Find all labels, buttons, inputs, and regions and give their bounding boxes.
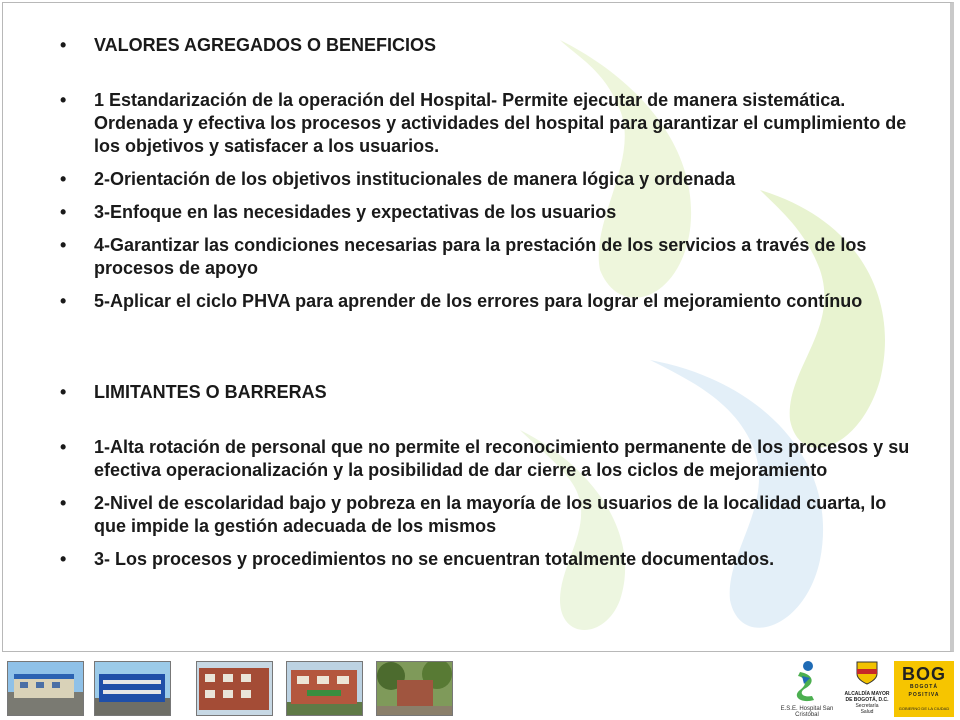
hospital-photo-1 bbox=[7, 661, 84, 716]
bullet-benefit-1 bbox=[60, 89, 920, 158]
barrier-2-text: 2-Nivel de escolaridad bajo y pobreza en la mayoría de los usuarios de la localidad cuarta, lo que impide la gestión adecuada de los mismos bbox=[94, 493, 887, 536]
bullet-benefit-3 bbox=[60, 201, 920, 224]
alcaldia-line1: ALCALDÍA MAYOR bbox=[844, 691, 890, 697]
bullet-barrier-1 bbox=[60, 436, 920, 482]
bogota-positiva-logo bbox=[894, 661, 954, 717]
barriers-heading: LIMITANTES O BARRERAS bbox=[94, 382, 327, 402]
bullet-dot: • bbox=[60, 202, 67, 222]
benefits-heading: VALORES AGREGADOS O BENEFICIOS bbox=[94, 35, 437, 55]
alcaldia-logo-text bbox=[842, 691, 892, 715]
bog-logo-tagline: GOBIERNO DE LA CIUDAD bbox=[898, 706, 950, 711]
hospital-logo-caption bbox=[774, 706, 840, 718]
bullet-barrier-2 bbox=[60, 492, 920, 538]
benefit-4-text: 4-Garantizar las condiciones necesarias para la prestación de los servicios a través de los procesos de apoyo bbox=[94, 235, 867, 278]
bullet-benefits-heading bbox=[60, 34, 920, 57]
bullet-barrier-3 bbox=[60, 548, 920, 571]
hospital-photo-2 bbox=[94, 661, 171, 716]
hospital-photo-4 bbox=[286, 661, 363, 716]
bullet-dot: • bbox=[60, 549, 67, 569]
benefit-2-text: 2-Orientación de los objetivos institucionales de manera lógica y ordenada bbox=[94, 169, 736, 189]
alcaldia-line3: Secretaría bbox=[855, 703, 879, 709]
benefit-1-text: 1 Estandarización de la operación del Hospital- Permite ejecutar de manera sistemática. Ordenada y efectiva los procesos y actividades del hospital para garantizar el cumplimiento de los objetivos y satisfacer a los usuarios. bbox=[94, 90, 907, 156]
bullet-dot: • bbox=[60, 382, 67, 402]
bullet-benefit-4 bbox=[60, 234, 920, 280]
slide-content bbox=[60, 34, 920, 571]
benefit-5-text: 5-Aplicar el ciclo PHVA para aprender de los errores para lograr el mejoramiento contínuo bbox=[94, 291, 863, 311]
alcaldia-bogota-logo bbox=[842, 660, 892, 718]
barriers-list bbox=[60, 381, 920, 571]
alcaldia-line4: Salud bbox=[860, 709, 874, 715]
bullet-benefit-2 bbox=[60, 168, 920, 191]
alcaldia-line2: DE BOGOTÁ, D.C. bbox=[845, 697, 889, 703]
hospital-logo-line2: Hospital bbox=[799, 706, 821, 712]
barrier-3-text: 3- Los procesos y procedimientos no se encuentran totalmente documentados. bbox=[94, 549, 775, 569]
barrier-1-text: 1-Alta rotación de personal que no permite el reconocimiento permanente de los procesos y su efectiva operacionalización y la posibilidad de dar cierre a los ciclos de mejoramiento bbox=[94, 437, 910, 480]
bullet-dot: • bbox=[60, 437, 67, 457]
bog-logo-subtitle: BOGOTÁ POSITIVA bbox=[908, 684, 940, 698]
hospital-photo-3 bbox=[196, 661, 273, 716]
bullet-benefit-5 bbox=[60, 290, 920, 313]
bullet-barriers-heading bbox=[60, 381, 920, 404]
benefits-list bbox=[60, 34, 920, 313]
hospital-photo-5 bbox=[376, 661, 453, 716]
bullet-dot: • bbox=[60, 90, 67, 110]
bullet-dot: • bbox=[60, 493, 67, 513]
hospital-logo-line1: E.S.E. bbox=[780, 706, 798, 712]
bullet-dot: • bbox=[60, 235, 67, 255]
hospital-logo-line3: San Cristóbal bbox=[795, 706, 834, 718]
bullet-dot: • bbox=[60, 169, 67, 189]
benefit-3-text: 3-Enfoque en las necesidades y expectativas de los usuarios bbox=[94, 202, 617, 222]
bog-logo-title: BOG bbox=[901, 664, 946, 684]
bullet-dot: • bbox=[60, 35, 67, 55]
bullet-dot: • bbox=[60, 291, 67, 311]
